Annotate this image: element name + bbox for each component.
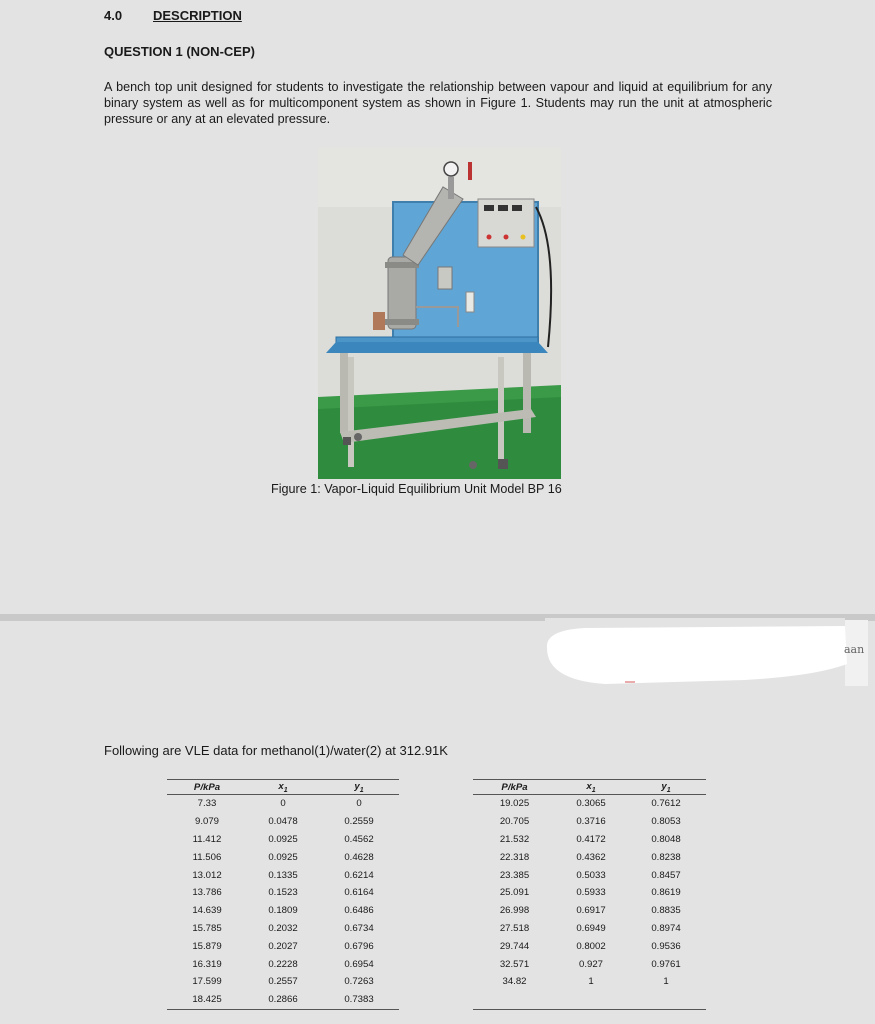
cell-x1: 0.2027 <box>268 940 298 952</box>
cell-y1: 0.6796 <box>344 940 374 952</box>
cell-x1: 0.2866 <box>247 991 319 1009</box>
section-title: DESCRIPTION <box>153 8 242 23</box>
table-row <box>473 937 706 955</box>
cell-y1: 0.4628 <box>344 851 374 863</box>
cell-x1: 0.0478 <box>268 816 298 828</box>
header-y1: $y_1$ <box>319 780 399 795</box>
table-row <box>473 813 706 831</box>
cell-y1: 1 <box>663 976 669 988</box>
cell-y1: 0.6214 <box>344 869 374 881</box>
cell-x1: 0.0925 <box>268 833 298 845</box>
corner-text: aan <box>844 643 865 656</box>
cell-x1: 0.1335 <box>268 869 298 881</box>
table-row <box>473 991 706 1009</box>
table-row <box>167 866 399 884</box>
header-y1: $y_1$ <box>626 780 706 795</box>
cell-y1: 0.8048 <box>651 833 681 845</box>
cell-pressure: 13.012 <box>192 869 222 881</box>
redacted-area <box>545 618 868 688</box>
cell-pressure: 11.412 <box>192 833 222 845</box>
cell-y1: 0.6734 <box>344 922 374 934</box>
table-row <box>473 902 706 920</box>
cell-pressure <box>473 991 556 1009</box>
cell-y1: 0.6954 <box>344 958 374 970</box>
table-row <box>167 973 399 991</box>
table-row <box>473 973 706 991</box>
cell-pressure: 26.998 <box>499 905 530 917</box>
table-row <box>167 902 399 920</box>
header-x1: $x_1$ <box>556 780 626 795</box>
cell-pressure: 22.318 <box>499 851 530 863</box>
table-intro: Following are VLE data for methanol(1)/water(2) at 312.91K <box>104 743 448 758</box>
cell-x1: 0.1809 <box>268 905 298 917</box>
cell-y1: 0.7383 <box>319 991 399 1009</box>
table-row <box>473 831 706 849</box>
cell-x1: 0.8002 <box>576 940 606 952</box>
cell-pressure: 14.639 <box>192 905 222 917</box>
cell-y1: 0.6486 <box>344 905 374 917</box>
vle-table-right <box>473 779 706 1010</box>
table-row <box>473 955 706 973</box>
cell-pressure: 25.091 <box>499 887 530 899</box>
cell-y1: 0.4562 <box>344 833 374 845</box>
table-row <box>167 884 399 902</box>
cell-pressure: 15.785 <box>192 922 222 934</box>
table-row <box>167 991 399 1009</box>
cell-y1: 0.9761 <box>651 958 681 970</box>
cell-x1: 0.5033 <box>576 869 606 881</box>
cell-pressure: 9.079 <box>194 816 219 828</box>
cell-x1: 0.5933 <box>576 887 606 899</box>
table-row <box>167 831 399 849</box>
table-row <box>167 813 399 831</box>
cell-y1: 0.8835 <box>651 905 681 917</box>
header-x1: $x_1$ <box>247 780 319 795</box>
cell-x1: 0.2032 <box>268 922 298 934</box>
cell-y1: 0.8974 <box>651 922 681 934</box>
cell-x1: 0 <box>280 798 286 810</box>
cell-pressure: 29.744 <box>499 940 530 952</box>
cell-y1 <box>626 991 706 1009</box>
cell-y1: 0.8619 <box>651 887 681 899</box>
vle-table-left <box>167 779 399 1010</box>
cell-y1: 0.7263 <box>344 976 374 988</box>
cell-x1: 0.4362 <box>576 851 606 863</box>
cell-pressure: 19.025 <box>499 798 530 810</box>
cell-pressure: 20.705 <box>499 816 530 828</box>
table-row <box>167 795 399 813</box>
cell-pressure: 7.33 <box>197 798 217 810</box>
cell-x1: 0.6949 <box>576 922 606 934</box>
cell-y1: 0.7612 <box>651 798 681 810</box>
cell-pressure: 15.879 <box>192 940 222 952</box>
cell-pressure: 23.385 <box>499 869 530 881</box>
cell-y1: 0.6164 <box>344 887 374 899</box>
table-row <box>167 848 399 866</box>
cell-y1: 0.2559 <box>344 816 374 828</box>
cell-y1: 0.9536 <box>651 940 681 952</box>
header-pressure: P/kPa <box>167 780 247 795</box>
cell-pressure: 34.82 <box>502 976 527 988</box>
cell-pressure: 16.319 <box>192 958 222 970</box>
table-row <box>473 866 706 884</box>
table-row <box>473 884 706 902</box>
question-paragraph: A bench top unit designed for students to investigate the relationship between vapour and liquid at equilibrium for any binary system as well as for multicomponent system as shown in Figure 1. Students may run the unit at atmospheric pressure or any at an elevated pressure. <box>104 80 772 126</box>
cell-x1: 0.2228 <box>268 958 298 970</box>
cell-y1: 0.8457 <box>651 869 681 881</box>
table-row <box>167 937 399 955</box>
cell-pressure: 32.571 <box>499 958 530 970</box>
figure-caption: Figure 1: Vapor-Liquid Equilibrium Unit Model BP 16 <box>271 482 562 496</box>
cell-x1: 1 <box>588 976 594 988</box>
cell-pressure: 11.506 <box>192 851 222 863</box>
cell-pressure: 18.425 <box>167 991 247 1009</box>
cell-x1: 0.927 <box>578 958 603 970</box>
section-number: 4.0 <box>104 8 123 23</box>
vle-unit-photo <box>318 147 561 479</box>
cell-x1: 0.4172 <box>576 833 606 845</box>
cell-pressure: 21.532 <box>499 833 530 845</box>
cell-x1: 0.1523 <box>268 887 298 899</box>
question-title: QUESTION 1 (NON-CEP) <box>104 44 255 59</box>
cell-x1 <box>556 991 626 1009</box>
cell-y1: 0 <box>356 798 362 810</box>
cell-pressure: 17.599 <box>192 976 222 988</box>
table-row <box>167 920 399 938</box>
cell-pressure: 27.518 <box>499 922 530 934</box>
cell-y1: 0.8053 <box>651 816 681 828</box>
cell-x1: 0.3065 <box>576 798 606 810</box>
cell-pressure: 13.786 <box>192 887 222 899</box>
header-pressure: P/kPa <box>473 780 556 795</box>
cell-x1: 0.0925 <box>268 851 298 863</box>
cell-y1: 0.8238 <box>651 851 681 863</box>
cell-x1: 0.2557 <box>268 976 298 988</box>
cell-x1: 0.6917 <box>576 905 606 917</box>
table-row <box>473 848 706 866</box>
table-row <box>167 955 399 973</box>
cell-x1: 0.3716 <box>576 816 606 828</box>
table-row <box>473 920 706 938</box>
table-row <box>473 795 706 813</box>
